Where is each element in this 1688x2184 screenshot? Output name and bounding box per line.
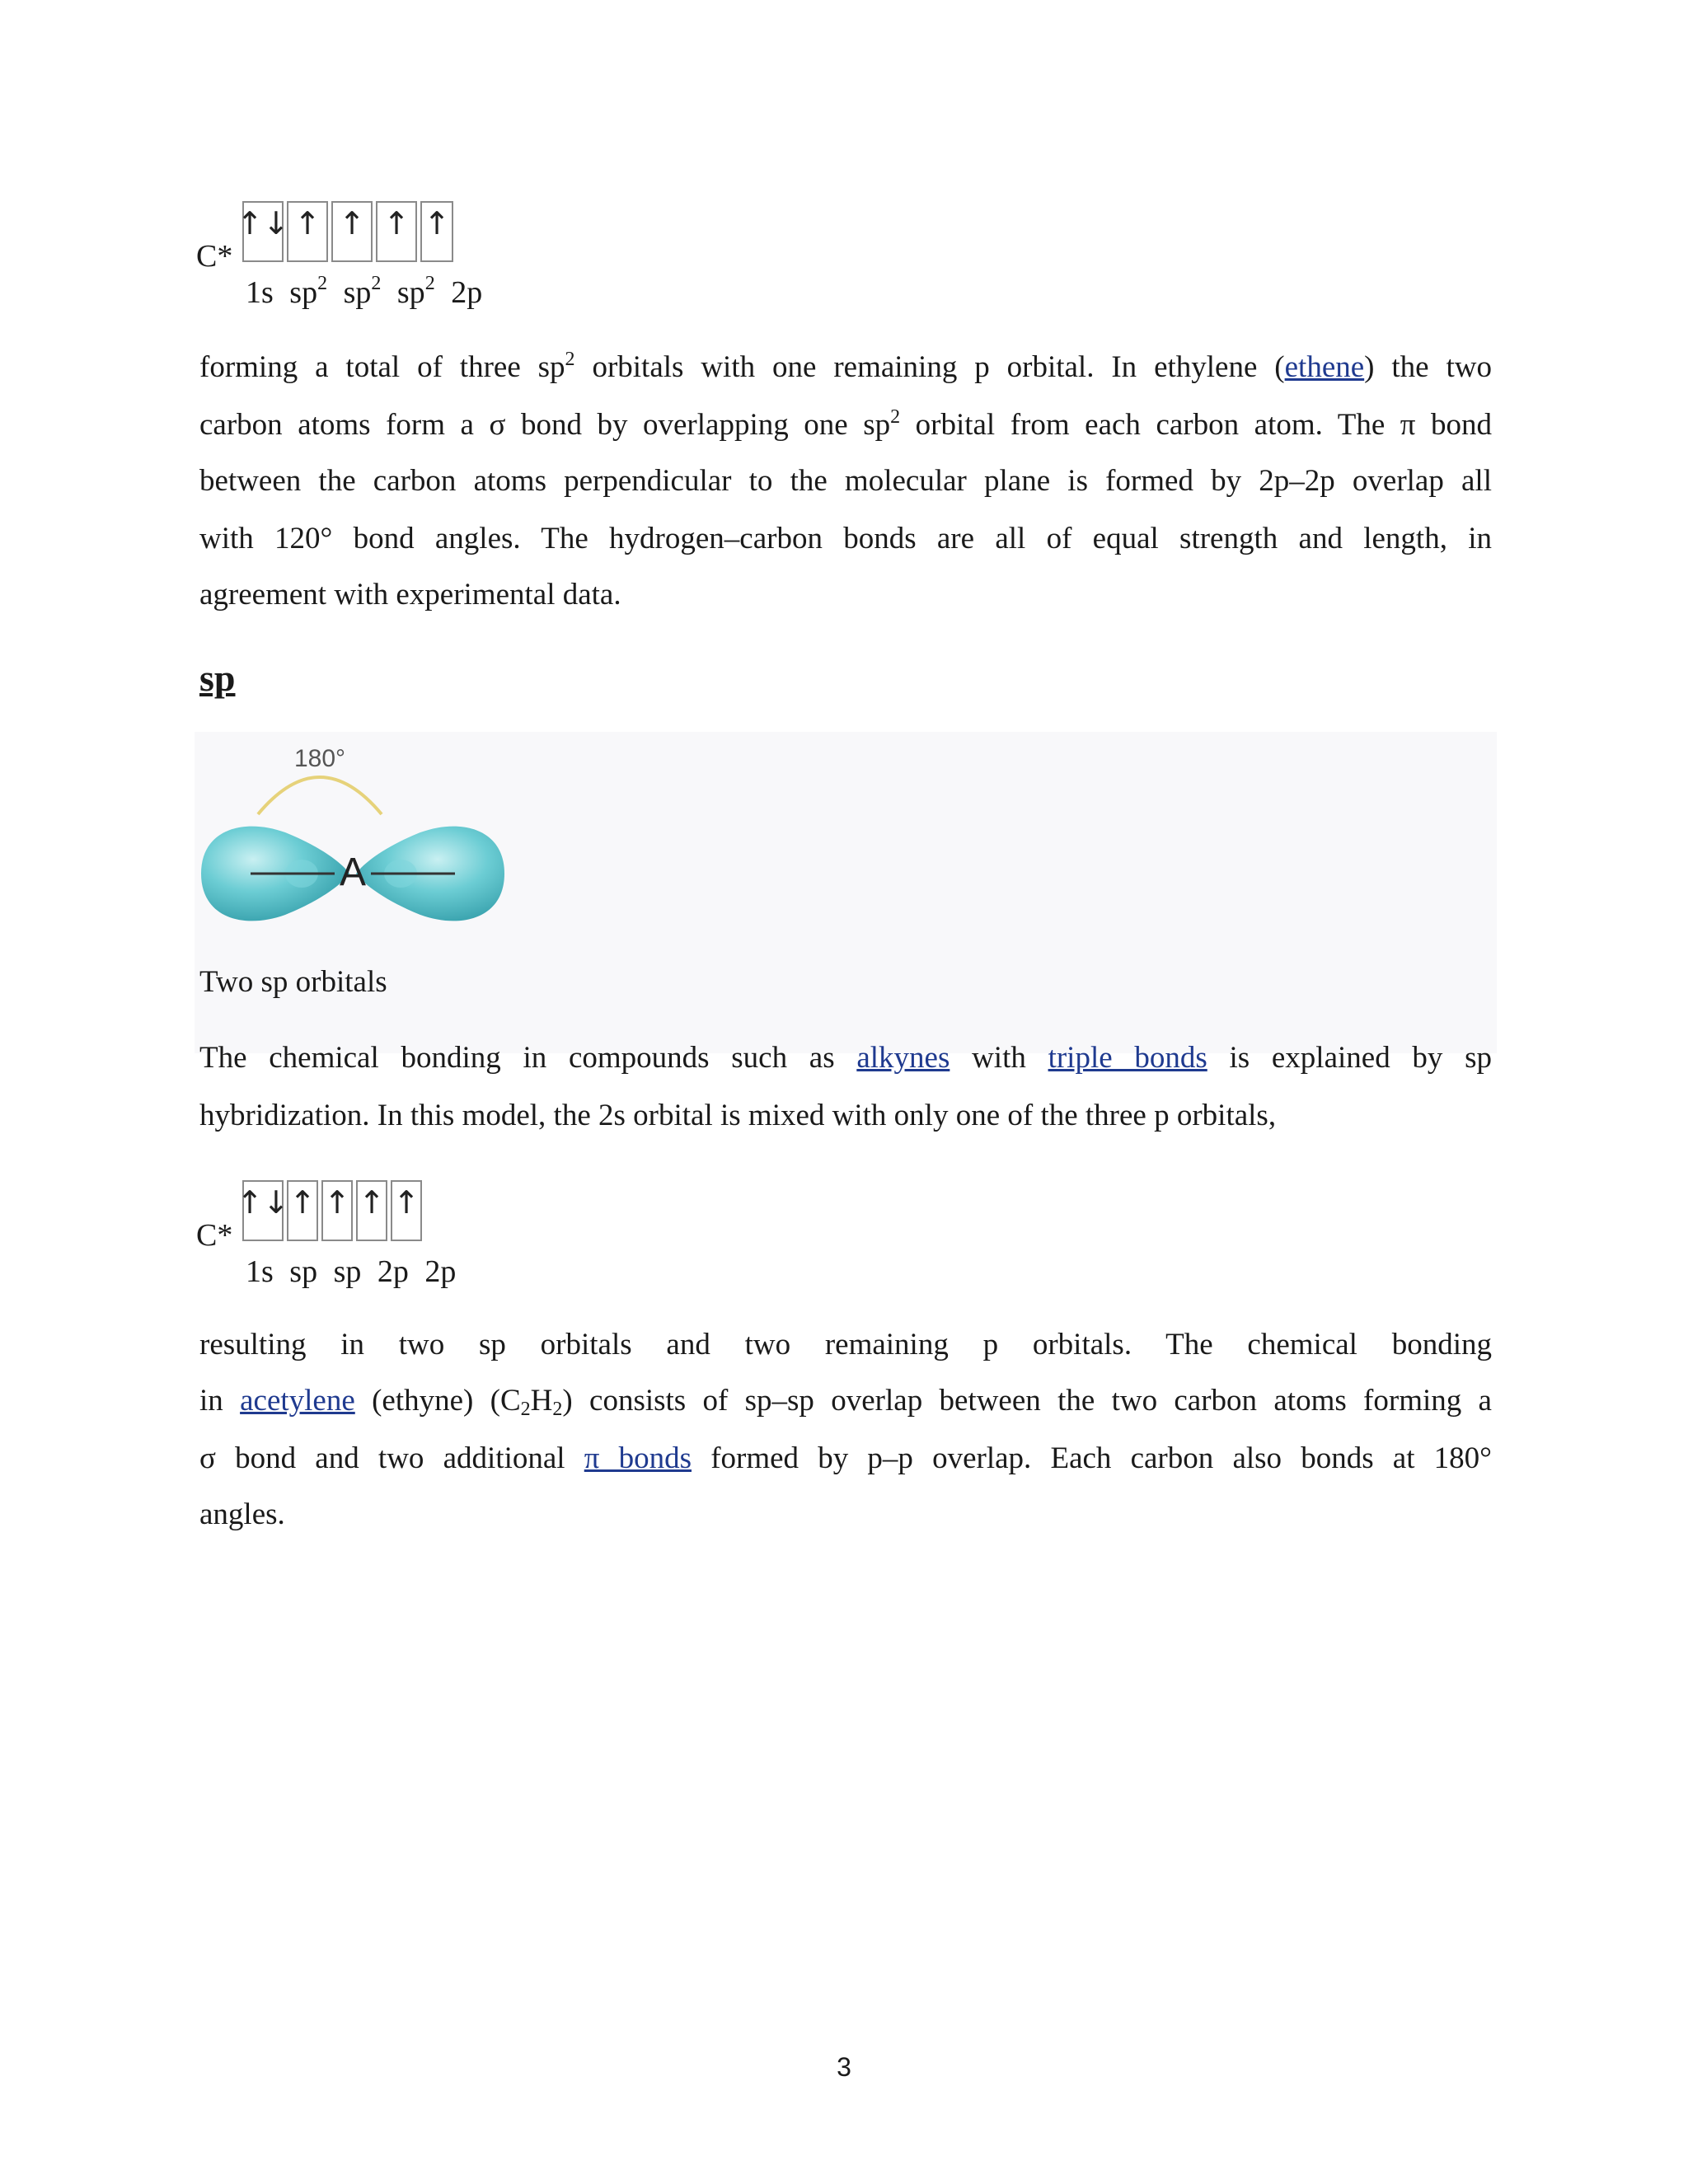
link-triple-bonds[interactable]: triple bonds (1048, 1041, 1207, 1075)
link-pi-bonds[interactable]: π bonds (584, 1441, 692, 1475)
paragraph-line: σ bond and two additional π bonds formed by p–p overlap. Each carbon also bonds at 180° (199, 1441, 1492, 1475)
section-heading: sp (199, 657, 236, 699)
orbital-box-2p-a: ↑ (356, 1180, 387, 1241)
orbital-box-1s: ↑↓ (242, 201, 284, 262)
orbital-label: $sp^2$ (396, 273, 435, 310)
carbon-label: C* (196, 1218, 233, 1253)
orbital-box-sp2-b: ↑ (331, 201, 373, 262)
orbital-labels (246, 273, 490, 310)
orbital-box-sp-b: ↑ (321, 1180, 353, 1241)
orbital-box-2p: ↑ (420, 201, 453, 262)
link-ethene[interactable]: ethene (1284, 350, 1365, 384)
paragraph-line: between the carbon atoms perpendicular to the molecular plane is formed by 2p–2p overlap all (199, 464, 1492, 498)
paragraph-line: resulting in two sp orbitals and two remaining p orbitals. The chemical bonding (199, 1328, 1492, 1361)
orbital-label: 1s (246, 275, 274, 310)
paragraph-line: with 120° bond angles. The hydrogen–carbon bonds are all of equal strength and length, in (199, 522, 1492, 555)
paragraph-line: The chemical bonding in compounds such as alkynes with triple bonds is explained by sp (199, 1041, 1493, 1075)
orbital-label: 2p (451, 275, 483, 310)
orbital-label: 2p (424, 1254, 457, 1289)
sp-orbital-figure (195, 732, 1497, 1053)
paragraph-line: hybridization. In this model, the 2s orbital is mixed with only one of the three p orbitals, (199, 1099, 1277, 1132)
orbital-box-1s: ↑↓ (242, 1180, 284, 1241)
orbital-label: $sp^2$ (289, 273, 328, 310)
page-number: 3 (837, 2052, 851, 2082)
orbital-box-sp2-a: ↑ (287, 201, 328, 262)
orbital-boxes (237, 201, 457, 262)
orbital-box-2p-b: ↑ (391, 1180, 422, 1241)
paragraph-line: angles. (199, 1497, 285, 1531)
paragraph-line: agreement with experimental data. (199, 578, 621, 612)
paragraph-line: forming a total of three $sp^2$ orbitals with one remaining p orbital. In ethylene (ethene) the two (199, 349, 1492, 384)
orbital-label: sp (289, 1254, 318, 1289)
paragraph-line: carbon atoms form a σ bond by overlapping one $sp^2$ orbital from each carbon atom. The π bond (199, 406, 1492, 442)
paragraph-line: in acetylene (ethyne) $(C_2H_2)$ consists of sp–sp overlap between the two carbon atoms forming a (199, 1384, 1492, 1420)
link-alkynes[interactable]: alkynes (856, 1041, 950, 1075)
sp-orbitals-illustration (195, 732, 541, 963)
orbital-boxes (237, 1180, 425, 1241)
orbital-box-sp-a: ↑ (287, 1180, 318, 1241)
carbon-label: C* (196, 239, 233, 274)
angle-label: 180° (293, 745, 346, 772)
orbital-label: 1s (246, 1254, 274, 1289)
orbital-labels (246, 1256, 464, 1287)
angle-arc (258, 777, 382, 814)
orbital-label: $sp^2$ (343, 273, 382, 310)
orbital-label: sp (333, 1254, 362, 1289)
center-atom-label: A (339, 851, 367, 894)
orbital-box-sp2-c: ↑ (376, 201, 417, 262)
orbital-label: 2p (377, 1254, 409, 1289)
figure-caption: Two sp orbitals (199, 965, 387, 999)
link-acetylene[interactable]: acetylene (240, 1384, 355, 1418)
